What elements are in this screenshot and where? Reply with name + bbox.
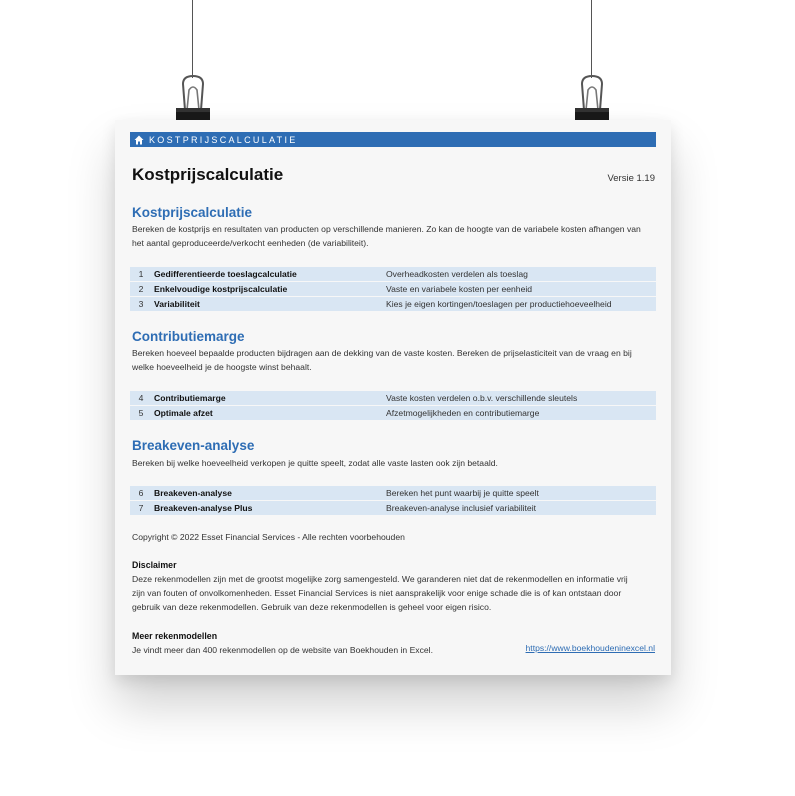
section-description: Bereken de kostprijs en resultaten van producten op verschillende manieren. Zo kan de hoogte van de variabele kosten afhangen van het aantal geproduceerde/verkocht eenheden (de variabiliteit). — [132, 224, 641, 248]
model-row[interactable] — [130, 501, 656, 515]
model-row[interactable] — [130, 297, 656, 311]
row-info: Overheadkosten verdelen als toeslag — [386, 269, 528, 279]
banner — [130, 132, 656, 147]
model-row[interactable] — [130, 486, 656, 500]
copyright: Copyright © 2022 Esset Financial Services - Alle rechten voorbehouden — [132, 532, 405, 542]
section-description: Bereken bij welke hoeveelheid verkopen je quitte speelt, zodat alle vaste lasten ook zijn betaald. — [132, 458, 498, 468]
row-info: Breakeven-analyse inclusief variabiliteit — [386, 503, 536, 513]
row-info: Vaste en variabele kosten per eenheid — [386, 284, 533, 294]
hanging-wire-left — [192, 0, 193, 78]
row-number: 4 — [138, 393, 144, 403]
model-row[interactable] — [130, 406, 656, 420]
section-title-kostprijscalculatie: Kostprijscalculatie — [132, 205, 253, 220]
row-info: Afzetmogelijkheden en contributiemarge — [386, 408, 540, 418]
section-title-breakeven: Breakeven-analyse — [132, 438, 255, 453]
row-name: Gedifferentieerde toeslagcalculatie — [154, 269, 297, 279]
version-label: Versie 1.19 — [607, 173, 655, 184]
page-title: Kostprijscalculatie — [132, 165, 284, 184]
model-row[interactable] — [130, 391, 656, 405]
section-title-contributiemarge: Contributiemarge — [132, 329, 245, 344]
hanging-wire-right — [591, 0, 592, 78]
row-name: Enkelvoudige kostprijscalculatie — [154, 284, 288, 294]
row-info: Kies je eigen kortingen/toeslagen per productiehoeveelheid — [386, 299, 612, 309]
row-name: Variabiliteit — [154, 299, 200, 309]
row-number: 5 — [138, 408, 144, 418]
document-sheet — [115, 120, 671, 675]
row-number: 7 — [138, 503, 144, 513]
section-description: Bereken hoeveel bepaalde producten bijdragen aan de dekking van de vaste kosten. Bereken de prijselasticiteit van de vraag en bij welke hoeveelheid je de hoogste winst behaalt. — [132, 348, 632, 372]
row-name: Breakeven-analyse — [154, 488, 232, 498]
row-name: Optimale afzet — [154, 408, 213, 418]
website-link[interactable]: https://www.boekhoudeninexcel.nl — [525, 643, 655, 653]
model-row[interactable] — [130, 282, 656, 296]
row-number: 6 — [138, 488, 144, 498]
row-info: Bereken het punt waarbij je quitte speelt — [386, 488, 539, 498]
row-number: 2 — [138, 284, 144, 294]
row-info: Vaste kosten verdelen o.b.v. verschillende sleutels — [386, 393, 578, 403]
disclaimer-text: Deze rekenmodellen zijn met de grootst mogelijke zorg samengesteld. We garanderen niet dat de rekenmodellen en informatie vrij zijn van fouten of onvolkomenheden. Esset Financial Services is niet aansprakelijk voor enige schade die is of kan ontstaan door gebruik van deze rekenmodellen. Gebruik van deze rekenmodellen is geheel voor eigen risico. — [132, 574, 628, 612]
more-models-heading: Meer rekenmodellen — [132, 631, 218, 641]
row-name: Contributiemarge — [154, 393, 226, 403]
disclaimer-heading: Disclaimer — [132, 560, 177, 570]
row-name: Breakeven-analyse Plus — [154, 503, 253, 513]
row-number: 3 — [138, 299, 144, 309]
more-models-text: Je vindt meer dan 400 rekenmodellen op de website van Boekhouden in Excel. — [132, 645, 433, 655]
model-row[interactable] — [130, 267, 656, 281]
row-number: 1 — [138, 269, 144, 279]
banner-label: KOSTPRIJSCALCULATIE — [149, 134, 298, 145]
home-icon — [134, 135, 144, 145]
